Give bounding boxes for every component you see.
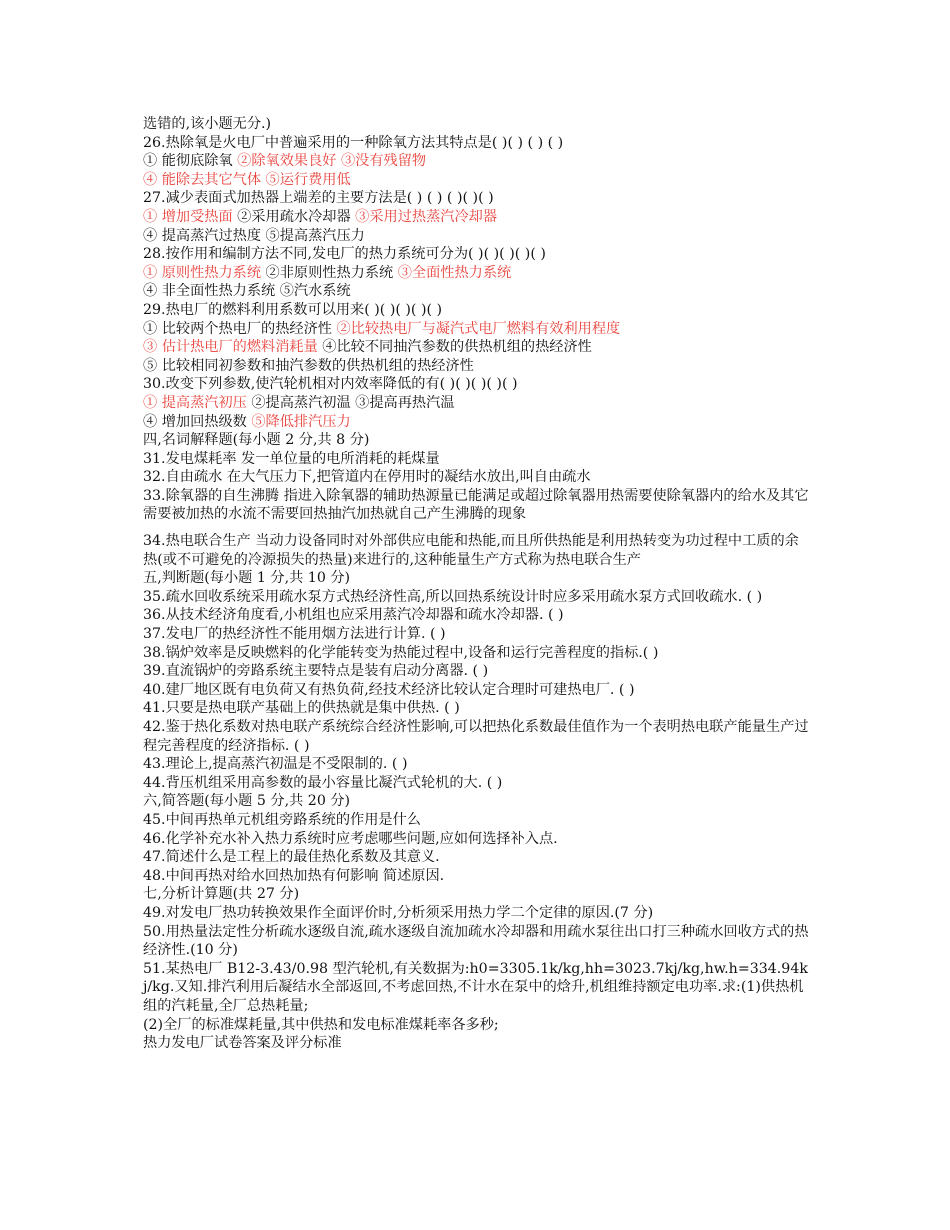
question-31: 31.发电煤耗率 发一单位量的电所消耗的耗煤量: [143, 450, 440, 467]
q26-options-line1: [143, 152, 813, 171]
q29-options-line3: ⑤ 比较相同初参数和抽汽参数的供热机组的热经济性: [143, 357, 474, 374]
q29-options-line1: [143, 320, 813, 339]
q29-option-highlight: ②比较热电厂与凝汽式电厂燃料有效利用程度: [336, 320, 621, 337]
q28-options-line2: ④ 非全面性热力系统 ⑤汽水系统: [143, 283, 351, 300]
question-27: 27.减少表面式加热器上端差的主要方法是( ) ( ) ( )( )( ): [143, 190, 494, 207]
section-heading-6: 六,简答题(每小题 5 分,共 20 分): [143, 793, 351, 810]
question-49: 49.对发电厂热功转换效果作全面评价时,分析须采用热力学二个定律的原因.(7 分): [143, 904, 654, 921]
q27-option: ②采用疏水冷却器: [232, 208, 356, 225]
question-37: 37.发电厂的热经济性不能用烟方法进行计算. ( ): [143, 626, 446, 643]
q26-options-line2: ④ 能除去其它气体 ⑤运行费用低: [143, 171, 351, 188]
question-51: 51.某热电厂 B12-3.43/0.98 型汽轮机,有关数据为:h0=3305.1k/kg,hh=3023.7kj/kg,hw.h=334.94kj/kg.又知.排汽利用后凝结水全部返回,不考虑回热,不计水在泵中的焓升,机组维持额定电功率.求:(1)供热机组的汽耗量,全厂总热耗量;: [143, 960, 808, 1014]
q28-option: ②非原则性热力系统: [261, 264, 398, 281]
question-48: 48.中间再热对给水回热加热有何影响 简述原因.: [143, 867, 445, 884]
q29-option: ① 比较两个热电厂的热经济性: [143, 320, 337, 337]
q30-option: ②提高蒸汽初温 ③提高再热汽温: [246, 394, 455, 411]
question-40: 40.建厂地区既有电负荷又有热负荷,经技术经济比较认定合理时可建热电厂. ( ): [143, 681, 635, 698]
q26-option: ① 能彻底除氧: [143, 153, 238, 170]
question-38: 38.锅炉效率是反映燃料的化学能转变为热能过程中,设备和运行完善程度的指标.( ): [143, 644, 659, 661]
question-32: 32.自由疏水 在大气压力下,把管道内在停用时的凝结水放出,叫自由疏水: [143, 469, 591, 486]
question-50: 50.用热量法定性分析疏水逐级自流,疏水逐级自流加疏水冷却器和用疏水泵往出口打三种疏水回收方式的热经济性.(10 分): [143, 923, 809, 959]
q28-options-line1: [143, 264, 813, 283]
question-35: 35.疏水回收系统采用疏水泵方式热经济性高,所以回热系统设计时应多采用疏水泵方式回收疏水. ( ): [143, 588, 763, 605]
question-46: 46.化学补充水补入热力系统时应考虑哪些问题,应如何选择补入点.: [143, 830, 558, 847]
question-36: 36.从技术经济角度看,小机组也应采用蒸汽冷却器和疏水冷却器. ( ): [143, 607, 564, 624]
section-heading-5: 五,判断题(每小题 1 分,共 10 分): [143, 570, 351, 587]
question-34: 34.热电联合生产 当动力设备同时对外部供应电能和热能,而且所供热能是利用热转变为功过程中工质的余热(或不可避免的冷源损失的热量)来进行的,这种能量生产方式称为热电联合生产: [143, 533, 799, 568]
q27-option-highlight: ③采用过热蒸汽冷却器: [355, 208, 498, 225]
q27-option-highlight: ① 增加受热面: [143, 208, 233, 225]
q30-options-line1: [143, 394, 813, 413]
q28-option-highlight: ① 原则性热力系统: [143, 264, 262, 281]
q26-option-highlight: ②除氧效果良好 ③没有残留物: [237, 153, 427, 170]
question-30: 30.改变下列参数,使汽轮机相对内效率降低的有( )( )( )( )( ): [143, 376, 518, 393]
q30-option: ④ 增加回热级数: [143, 413, 252, 430]
q30-option-highlight: ⑤降低排汽压力: [251, 413, 351, 430]
q28-option-highlight: ③全面性热力系统: [397, 264, 512, 281]
question-29: 29.热电厂的燃料利用系数可以用来( )( )( )( )( ): [143, 301, 443, 318]
question-41: 41.只要是热电联产基础上的供热就是集中供热. ( ): [143, 700, 460, 717]
question-26: 26.热除氧是火电厂中普遍采用的一种除氧方法其特点是( )( ) ( ) ( ): [143, 134, 564, 151]
question-44: 44.背压机组采用高参数的最小容量比凝汽式轮机的大. ( ): [143, 774, 503, 791]
q30-options-line2: [143, 413, 813, 432]
q27-options-line1: [143, 208, 813, 227]
question-33: 33.除氧器的自生沸腾 指进入除氧器的辅助热源量已能满足或超过除氧器用热需要使除氧器内的给水及其它需要被加热的水流不需要回热抽汽加热就自己产生沸腾的现象: [143, 487, 809, 523]
question-51-part2: (2)全厂的标准煤耗量,其中供热和发电标准煤耗率各多秒;: [143, 1016, 499, 1033]
question-39: 39.直流锅炉的旁路系统主要特点是装有启动分离器. ( ): [143, 663, 489, 680]
section-heading-7: 七,分析计算题(共 27 分): [143, 886, 300, 903]
question-42: 42.鉴于热化系数对热电联产系统综合经济性影响,可以把热化系数最佳值作为一个表明热电联产能量生产过程完善程度的经济指标. ( ): [143, 719, 809, 754]
q30-option-highlight: ① 提高蒸汽初压: [143, 394, 247, 411]
q29-option-highlight: ③ 估计热电厂的燃料消耗量: [143, 339, 318, 356]
question-43: 43.理论上,提高蒸汽初温是不受限制的. ( ): [143, 756, 408, 773]
question-47: 47.简述什么是工程上的最佳热化系数及其意义.: [143, 849, 440, 866]
q27-options-line2: ④ 提高蒸汽过热度 ⑤提高蒸汽压力: [143, 227, 365, 244]
question-45: 45.中间再热单元机组旁路系统的作用是什么: [143, 811, 421, 828]
q29-options-line2: [143, 338, 813, 357]
intro-line: 选错的,该小题无分.): [143, 116, 272, 132]
q29-option: ④比较不同抽汽参数的供热机组的热经济性: [317, 339, 592, 356]
answer-key-heading: 热力发电厂试卷答案及评分标准: [143, 1035, 342, 1052]
exam-text: [143, 115, 813, 1053]
section-heading-4: 四,名词解释题(每小题 2 分,共 8 分): [143, 432, 370, 449]
question-28: 28.按作用和编制方法不同,发电厂的热力系统可分为( )( )( )( )( ): [143, 246, 546, 263]
